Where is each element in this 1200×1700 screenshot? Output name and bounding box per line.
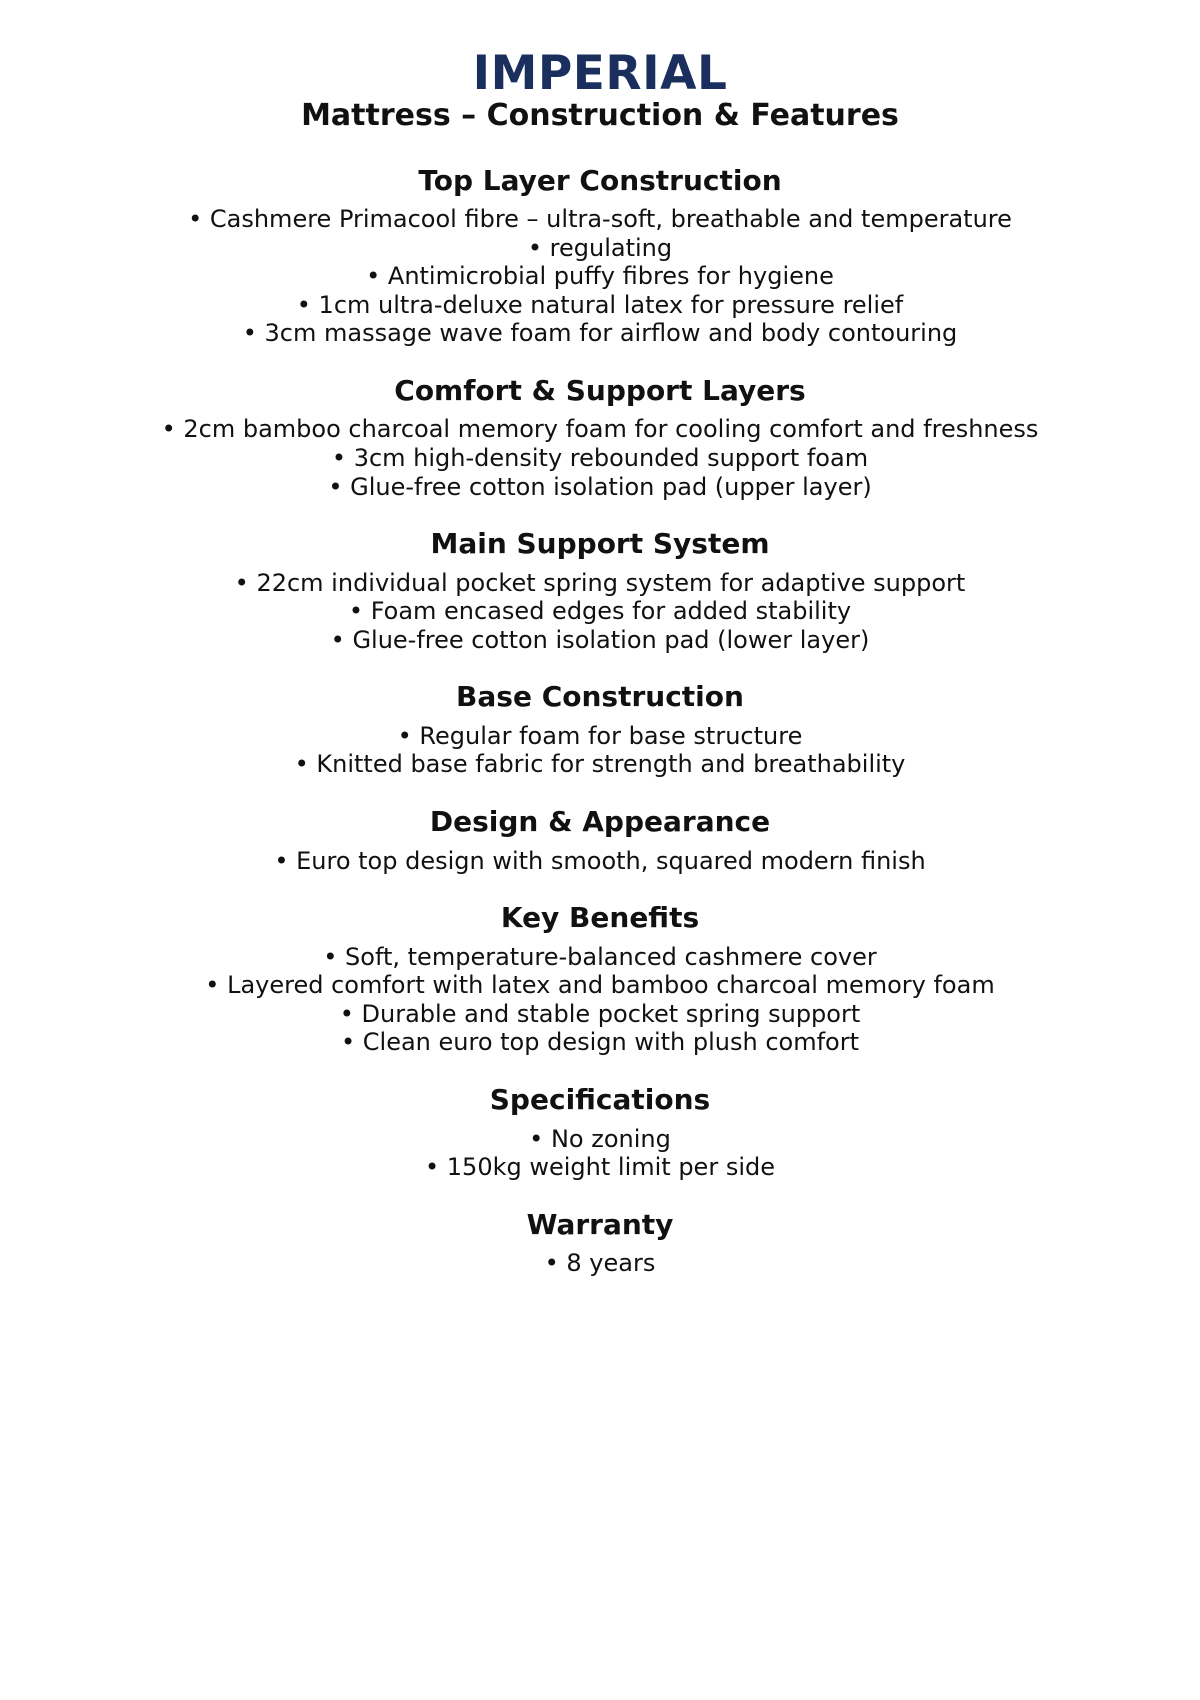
list-item: • Cashmere Primacool fibre – ultra-soft, breathable and temperature	[188, 205, 1012, 234]
list-item: • 1cm ultra-deluxe natural latex for pressure relief	[296, 290, 904, 319]
section-title: Design & Appearance	[429, 804, 771, 838]
list-item: • Layered comfort with latex and bamboo charcoal memory foam	[205, 971, 995, 1000]
section-base-construction	[80, 680, 1120, 779]
section-title: Key Benefits	[500, 901, 700, 935]
list-item: • 2cm bamboo charcoal memory foam for cooling comfort and freshness	[161, 415, 1039, 444]
list-item: • Antimicrobial puffy fibres for hygiene	[366, 262, 834, 291]
section-specifications	[80, 1083, 1120, 1182]
section-top-layer-construction	[80, 164, 1120, 348]
section-bullet-list	[80, 847, 1120, 876]
section-main-support-system	[80, 527, 1120, 654]
section-key-benefits	[80, 901, 1120, 1057]
list-item: • No zoning	[529, 1124, 671, 1153]
section-title: Specifications	[489, 1082, 711, 1116]
section-bullet-list	[80, 205, 1120, 348]
section-bullet-list	[80, 722, 1120, 779]
list-item: • Regular foam for base structure	[397, 721, 803, 750]
list-item: • Soft, temperature-balanced cashmere cover	[323, 942, 877, 971]
document-subtitle: Mattress – Construction & Features	[301, 98, 899, 133]
section-title: Warranty	[526, 1207, 674, 1241]
list-item: • 3cm high-density rebounded support foam	[331, 443, 869, 472]
section-title: Comfort & Support Layers	[394, 373, 806, 407]
list-item: • Knitted base fabric for strength and breathability	[294, 750, 906, 779]
section-bullet-list	[80, 1249, 1120, 1278]
list-item: • Glue-free cotton isolation pad (lower layer)	[330, 625, 870, 654]
brand-title: IMPERIAL	[472, 46, 728, 101]
section-bullet-list	[80, 415, 1120, 501]
list-item: • Clean euro top design with plush comfort	[340, 1028, 860, 1057]
list-item: • Durable and stable pocket spring support	[339, 999, 861, 1028]
section-warranty	[80, 1208, 1120, 1278]
section-title: Top Layer Construction	[418, 163, 782, 197]
list-item: • regulating	[527, 233, 673, 262]
section-bullet-list	[80, 943, 1120, 1057]
list-item: • Euro top design with smooth, squared modern finish	[274, 846, 926, 875]
list-item: • 3cm massage wave foam for airflow and body contouring	[242, 319, 958, 348]
section-design-appearance	[80, 805, 1120, 875]
section-title: Main Support System	[430, 527, 770, 561]
list-item: • 150kg weight limit per side	[425, 1153, 775, 1182]
section-bullet-list	[80, 1125, 1120, 1182]
list-item: • Glue-free cotton isolation pad (upper layer)	[328, 472, 872, 501]
list-item: • 8 years	[544, 1249, 656, 1278]
section-title: Base Construction	[456, 680, 744, 714]
list-item: • Foam encased edges for added stability	[348, 597, 852, 626]
list-item: • 22cm individual pocket spring system for adaptive support	[234, 568, 966, 597]
section-bullet-list	[80, 569, 1120, 655]
section-comfort-support-layers	[80, 374, 1120, 501]
